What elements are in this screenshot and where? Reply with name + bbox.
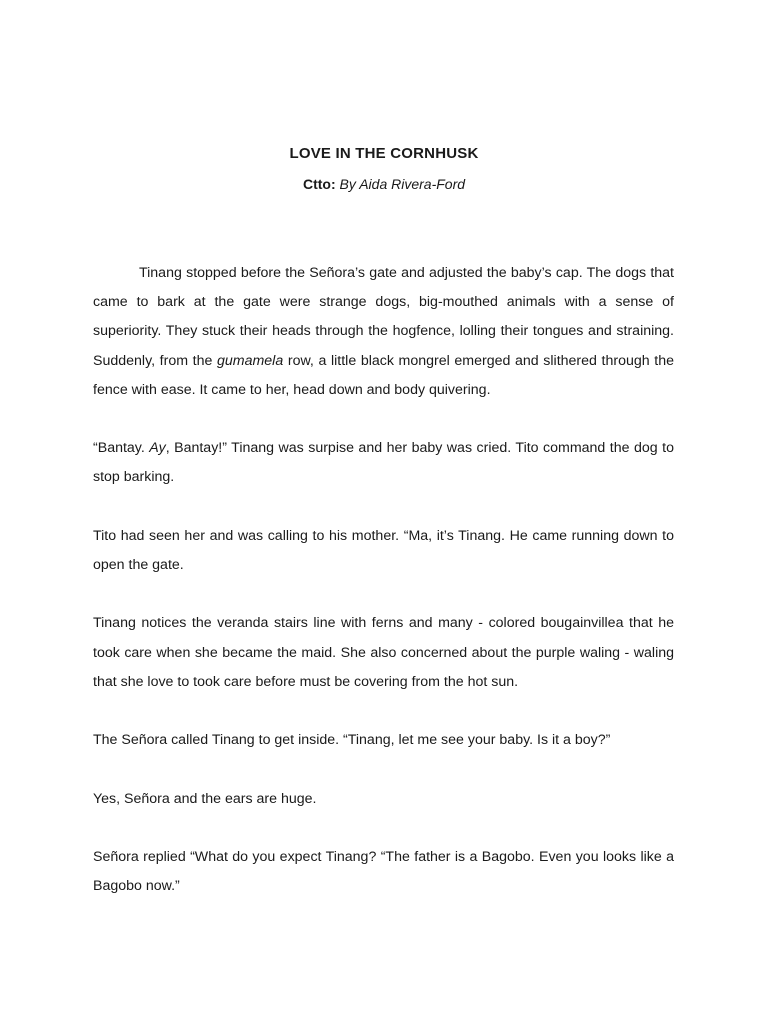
credit-label: Ctto: xyxy=(302,176,336,192)
document-title: LOVE IN THE CORNHUSK xyxy=(289,145,479,162)
paragraph-1-text-b: row, a little black mongrel emerged and slithered through the fence with ease. It came to her, head down and body quivering. xyxy=(93,352,674,398)
paragraph-2-text-b: , Bantay!” Tinang was surpise and her baby was cried. Tito command the dog to stop barking. xyxy=(93,440,674,486)
paragraph-2-text-a: “Bantay. xyxy=(93,440,150,457)
byline xyxy=(0,176,768,192)
paragraph-6: Yes, Señora and the ears are huge. xyxy=(93,790,317,807)
paragraph-3: Tito had seen her and was calling to his mother. “Ma, it’s Tinang. He came running down to open the gate. xyxy=(93,527,674,573)
paragraph-5: The Señora called Tinang to get inside. “Tinang, let me see your baby. Is it a boy?” xyxy=(93,732,611,749)
paragraph-1-text-a: Tinang stopped before the Señora’s gate and adjusted the baby’s cap. The dogs that came to bark at the gate were strange dogs, big-mouthed animals with a sense of superiority. They stuck their heads through the hogfence, lolling their tongues and straining. Suddenly, from the xyxy=(93,265,674,369)
author-name: By Aida Rivera-Ford xyxy=(339,176,466,192)
paragraph-4: Tinang notices the veranda stairs line with ferns and many - colored bougainvillea that he took care when she became the maid. She also concerned about the purple waling - waling that she love to took care before must be covering from the hot sun. xyxy=(93,615,674,690)
paragraph-7: Señora replied “What do you expect Tinang? “The father is a Bagobo. Even you looks like a Bagobo now.” xyxy=(93,848,674,895)
paragraph-1-italic: gumamela xyxy=(216,352,284,369)
paragraph-2-italic: Ay xyxy=(149,440,166,457)
paragraph-2 xyxy=(93,434,674,492)
paragraph-1 xyxy=(93,259,674,405)
story-body xyxy=(93,259,674,931)
